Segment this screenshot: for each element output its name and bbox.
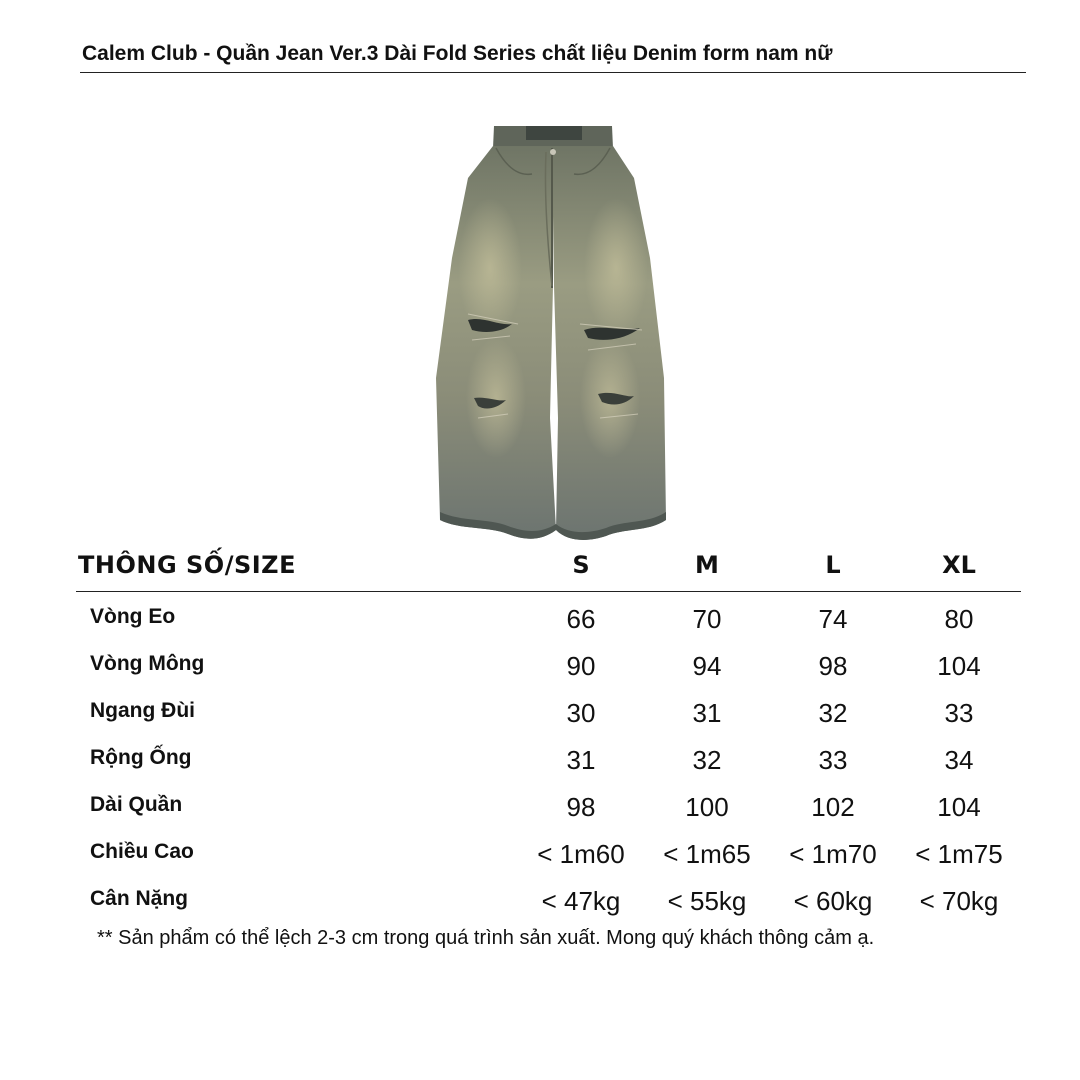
- size-header-s: S: [572, 551, 590, 579]
- table-row: [0, 788, 1080, 835]
- table-cell: 33: [944, 698, 974, 728]
- table-row: [0, 882, 1080, 929]
- row-label: Vòng Eo: [90, 605, 176, 628]
- size-header-xl: XL: [942, 551, 976, 579]
- table-cell: 98: [818, 651, 848, 681]
- table-cell: < 55kg: [667, 886, 747, 916]
- table-cell: 104: [937, 651, 981, 681]
- row-label: Cân Nặng: [90, 887, 189, 910]
- title-divider: [80, 72, 1026, 73]
- table-cell: 102: [811, 792, 855, 822]
- table-cell: 32: [692, 745, 722, 775]
- table-cell: < 1m60: [537, 839, 625, 869]
- size-table-header: [0, 546, 1080, 586]
- table-cell: 90: [566, 651, 596, 681]
- table-cell: 98: [566, 792, 596, 822]
- table-row: [0, 647, 1080, 694]
- page-title: Calem Club - Quần Jean Ver.3 Dài Fold Series chất liệu Denim form nam nữ: [82, 42, 833, 65]
- table-row: [0, 694, 1080, 741]
- table-cell: 80: [944, 604, 974, 634]
- size-table-divider: [76, 591, 1021, 592]
- jeans-product-image: [428, 118, 678, 550]
- table-cell: 30: [566, 698, 596, 728]
- table-cell: < 1m75: [915, 839, 1003, 869]
- production-note: ** Sản phẩm có thể lệch 2-3 cm trong quá trình sản xuất. Mong quý khách thông cảm ạ.: [97, 927, 875, 949]
- size-header-l: L: [825, 551, 841, 579]
- table-cell: 66: [566, 604, 596, 634]
- table-cell: < 60kg: [793, 886, 873, 916]
- table-row: [0, 741, 1080, 788]
- table-cell: < 1m70: [789, 839, 877, 869]
- table-cell: 74: [818, 604, 848, 634]
- table-cell: 94: [692, 651, 722, 681]
- table-cell: 70: [692, 604, 722, 634]
- row-label: Vòng Mông: [90, 652, 205, 675]
- row-label: Ngang Đùi: [90, 699, 195, 722]
- table-cell: < 47kg: [541, 886, 621, 916]
- row-label: Dài Quần: [90, 793, 183, 816]
- table-cell: 31: [692, 698, 722, 728]
- table-cell: 104: [937, 792, 981, 822]
- table-cell: < 1m65: [663, 839, 751, 869]
- table-cell: < 70kg: [919, 886, 999, 916]
- row-label: Rộng Ống: [90, 746, 192, 769]
- table-row: [0, 600, 1080, 647]
- table-cell: 34: [944, 745, 974, 775]
- size-header-m: M: [695, 551, 719, 579]
- table-cell: 31: [566, 745, 596, 775]
- table-cell: 32: [818, 698, 848, 728]
- table-cell: 100: [685, 792, 729, 822]
- table-row: [0, 835, 1080, 882]
- size-table-header-label: THÔNG SỐ/SIZE: [78, 551, 296, 579]
- row-label: Chiều Cao: [90, 840, 194, 863]
- table-cell: 33: [818, 745, 848, 775]
